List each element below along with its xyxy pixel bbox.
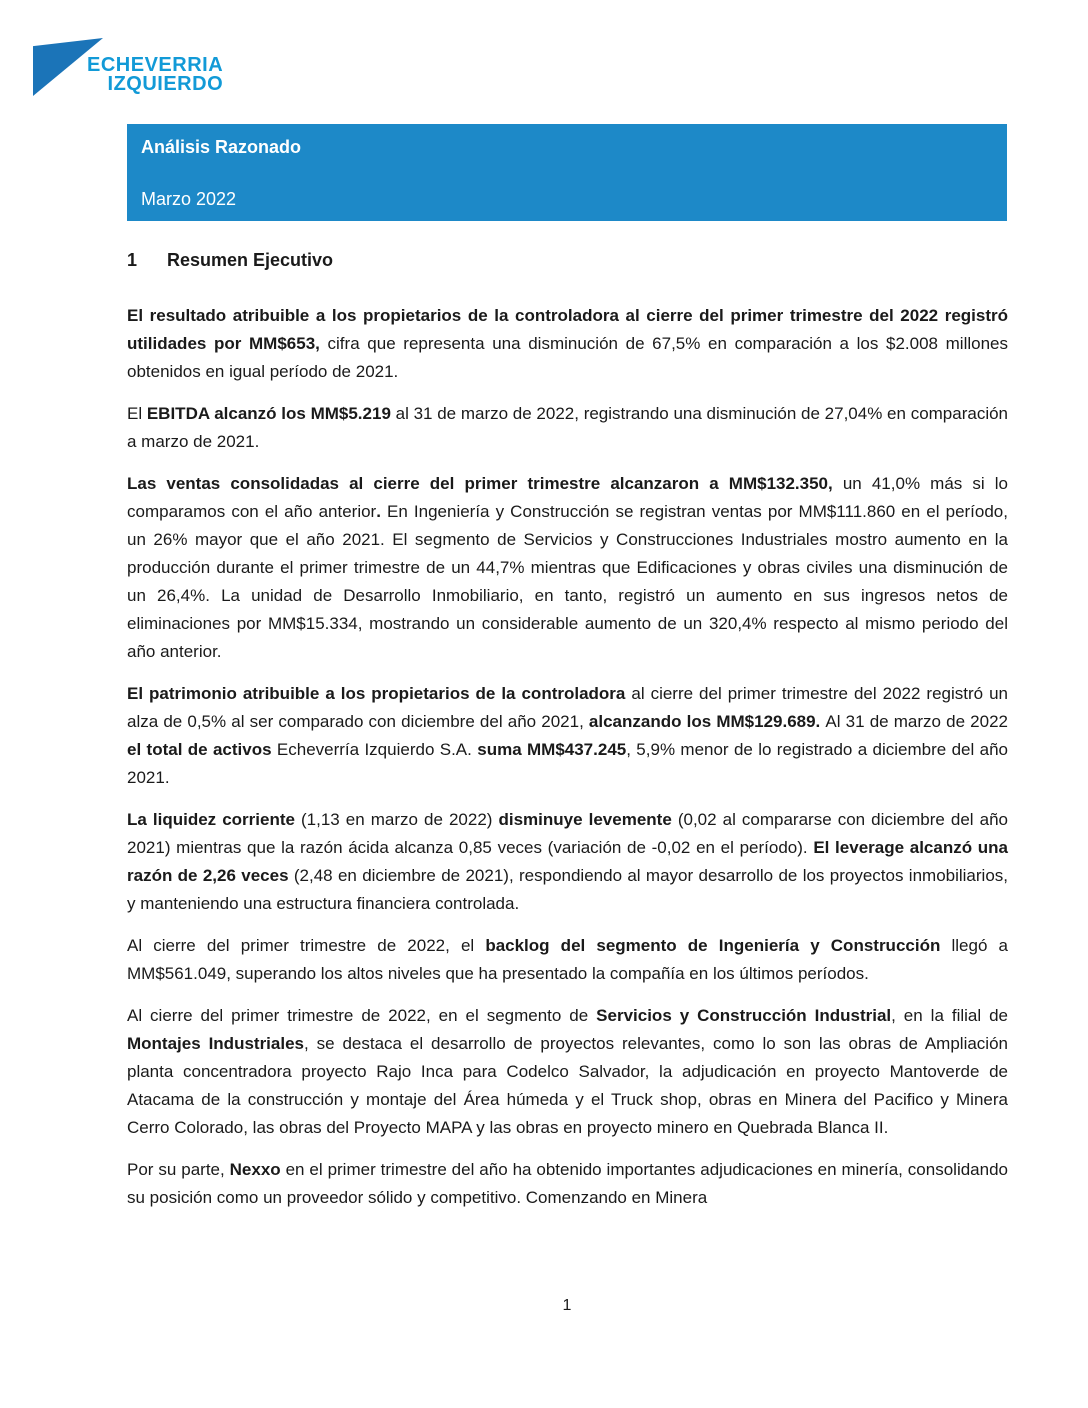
text-run-bold: EBITDA alcanzó los MM$5.219 xyxy=(146,404,396,423)
title-bar xyxy=(127,124,1007,221)
document-title: Análisis Razonado xyxy=(141,137,302,157)
text-run: (0,02 al compararse con diciembre del año 2021) mientras que la razón ácida alcanza 0,85 veces (variación de -0,02 en el período). xyxy=(127,810,1008,857)
text-run-bold: Servicios y Construcción Industrial xyxy=(596,1006,892,1025)
text-run: , en la filial de xyxy=(891,1006,1008,1025)
text-run: El xyxy=(127,404,147,423)
text-run: cifra que representa una disminución de 67,5% en comparación a los $2.008 millones obtenidos en igual período de 2021. xyxy=(127,334,1009,381)
text-run-bold: El leverage alcanzó una razón de 2,26 veces xyxy=(127,838,1008,885)
text-run-bold: El resultado atribuible a los propietarios de la controladora al cierre del primer trimestre del 2022 registró utilidades por MM$653, xyxy=(127,306,1008,353)
section-number: 1 xyxy=(127,250,138,270)
text-run: llegó a MM$561.049, superando los altos niveles que ha presentado la compañía en los últimos períodos. xyxy=(127,936,1008,983)
text-run-bold: La liquidez corriente xyxy=(127,810,301,829)
text-run: Echeverría Izquierdo S.A. xyxy=(276,740,478,759)
text-run: un 41,0% más si lo comparamos con el año anterior xyxy=(127,474,1008,521)
page-number: 1 xyxy=(562,1297,572,1314)
logo-line2: IZQUIERDO xyxy=(107,73,224,95)
text-run: Al cierre del primer trimestre de 2022, en el segmento de xyxy=(127,1006,597,1025)
text-run: Por su parte, xyxy=(127,1160,230,1179)
text-run: Al cierre del primer trimestre de 2022, el xyxy=(127,936,486,955)
page-footer xyxy=(127,1297,1007,1315)
text-run-bold: . xyxy=(376,502,388,521)
text-run-bold: suma MM$437.245 xyxy=(477,740,627,759)
text-run-bold: backlog del segmento de Ingeniería y Construcción xyxy=(485,936,952,955)
text-run: al cierre del primer trimestre del 2022 registró un alza de 0,5% al ser comparado con diciembre del año 2021, xyxy=(127,684,1008,731)
text-run-bold: Montajes Industriales xyxy=(127,1034,304,1053)
paragraph-ventas xyxy=(127,470,1008,666)
document-date: Marzo 2022 xyxy=(141,189,237,209)
text-run: , 5,9% menor de lo registrado a diciembre del año 2021. xyxy=(127,740,1008,787)
paragraph-ebitda xyxy=(127,400,1008,456)
text-run: , se destaca el desarrollo de proyectos relevantes, como lo son las obras de Ampliación planta concentradora proyecto Rajo Inca para Codelco Salvador, la adjudicación en proyecto Mantoverde de Atacama de la construcción y montaje del Área húmeda y el Truck shop, obras en Minera del Pacifico y Minera Cerro Colorado, las obras del Proyecto MAPA y las obras en proyecto minero en Quebrada Blanca II. xyxy=(127,1034,1008,1137)
text-run: en el primer trimestre del año ha obtenido importantes adjudicaciones en minería, consolidando su posición como un proveedor sólido y competitivo. Comenzando en Minera xyxy=(127,1160,1008,1207)
text-run-bold: disminuye levemente xyxy=(498,810,678,829)
paragraph-patrimonio xyxy=(127,680,1008,792)
text-run: (1,13 en marzo de 2022) xyxy=(301,810,499,829)
text-run: Al 31 de marzo de 2022 xyxy=(825,712,1008,731)
paragraph-servicios xyxy=(127,1002,1008,1142)
text-run-bold: Las ventas consolidadas al cierre del primer trimestre alcanzaron a MM$132.350, xyxy=(127,474,843,493)
paragraph-liquidez xyxy=(127,806,1008,918)
paragraph-resultado xyxy=(127,302,1008,386)
text-run-bold: alcanzando los MM$129.689. xyxy=(588,712,826,731)
text-run: al 31 de marzo de 2022, registrando una disminución de 27,04% en comparación a marzo de 2021. xyxy=(127,404,1009,451)
text-run-bold: el total de activos xyxy=(127,740,277,759)
text-run-bold: Nexxo xyxy=(229,1160,286,1179)
paragraph-nexxo xyxy=(127,1156,1008,1212)
text-run: En Ingeniería y Construcción se registran ventas por MM$111.860 en el período, un 26% mayor que el año 2021. El segmento de Servicios y Construcciones Industriales mostro aumento en la producción durante el primer trimestre de un 44,7% mientras que Edificaciones y obras civiles una disminución de un 26,4%. La unidad de Desarrollo Inmobiliario, en tanto, registró un aumento en sus ingresos netos de eliminaciones por MM$15.334, mostrando un considerable aumento de un 320,4% respecto al mismo periodo del año anterior. xyxy=(127,502,1008,661)
text-run: (2,48 en diciembre de 2021), respondiendo al mayor desarrollo de los proyectos inmobiliarios, y manteniendo una estructura financiera controlada. xyxy=(127,866,1009,913)
document-body xyxy=(127,250,1008,1226)
section-heading xyxy=(127,250,1008,271)
paragraph-backlog xyxy=(127,932,1008,988)
logo-line1: ECHEVERRIA xyxy=(87,54,224,76)
section-title: Resumen Ejecutivo xyxy=(167,250,334,270)
company-logo xyxy=(87,56,223,94)
text-run-bold: El patrimonio atribuible a los propietarios de la controladora xyxy=(127,684,632,703)
